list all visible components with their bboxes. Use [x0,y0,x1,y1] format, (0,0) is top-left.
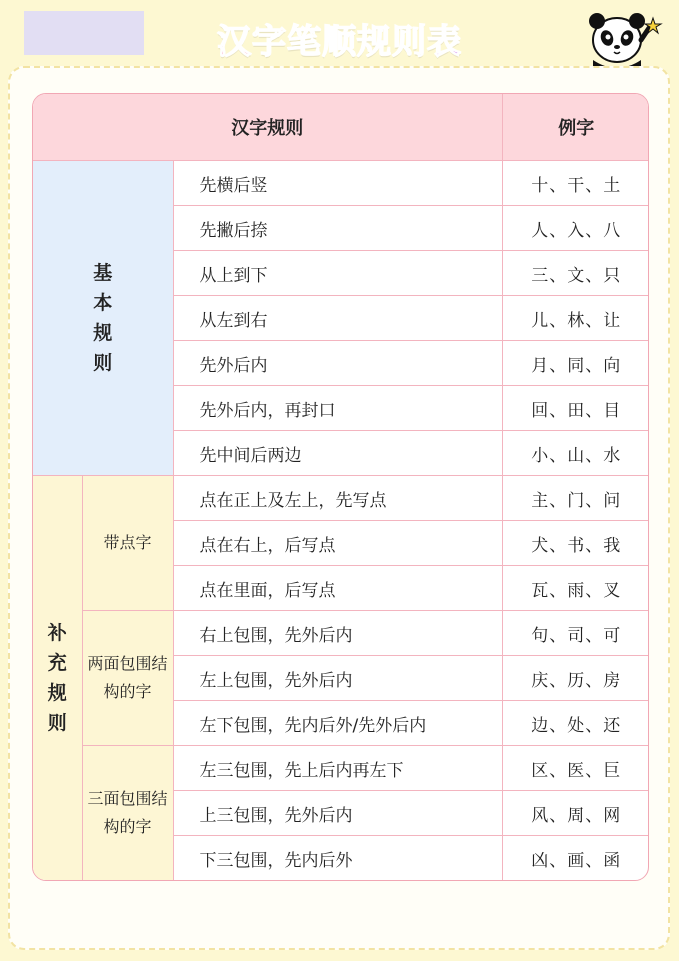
example-cell: 风、周、网 [502,791,649,836]
rule-cell: 先外后内 [173,341,502,386]
stroke-order-table [32,93,649,881]
rule-cell: 右上包围，先外后内 [173,611,502,656]
rule-cell: 点在正上及左上，先写点 [173,476,502,521]
example-cell: 三、文、只 [502,251,649,296]
example-cell: 回、田、目 [502,386,649,431]
rule-cell: 下三包围，先内后外 [173,836,502,881]
example-cell: 犬、书、我 [502,521,649,566]
category-basic [33,161,173,476]
rule-cell: 上三包围，先外后内 [173,791,502,836]
rule-cell: 点在里面，后写点 [173,566,502,611]
example-cell: 儿、林、让 [502,296,649,341]
header-example: 例字 [502,94,649,161]
page-title [0,14,679,63]
rule-cell: 左下包围，先内后外/先外后内 [173,701,502,746]
title-char: 顺 [322,22,357,62]
title-char: 笔 [287,22,322,62]
rule-cell: 先横后竖 [173,161,502,206]
rule-cell: 先撇后捺 [173,206,502,251]
rule-cell: 左三包围，先上后内再左下 [173,746,502,791]
title-char: 表 [427,22,462,62]
title-char: 则 [392,22,427,62]
subgroup-two-sides [82,611,173,746]
example-cell: 区、医、巨 [502,746,649,791]
example-cell: 凶、画、函 [502,836,649,881]
rule-cell: 先外后内，再封口 [173,386,502,431]
rule-cell: 先中间后两边 [173,431,502,476]
example-cell: 庆、历、房 [502,656,649,701]
category-supplementary-label: 补充规则 [47,621,67,734]
example-cell: 月、同、向 [502,341,649,386]
example-cell: 人、入、八 [502,206,649,251]
example-cell: 小、山、水 [502,431,649,476]
rule-cell: 左上包围，先外后内 [173,656,502,701]
rule-cell: 从左到右 [173,296,502,341]
subgroup-three-sides-label: 三面包围结构的字 [87,788,168,836]
example-cell: 主、门、问 [502,476,649,521]
example-cell: 边、处、还 [502,701,649,746]
category-supplementary [33,476,82,881]
category-basic-label: 基本规则 [93,262,113,374]
subgroup-two-sides-label: 两面包围结构的字 [87,654,168,701]
title-char: 汉 [217,22,252,62]
subgroup-dots: 带点字 [82,476,173,611]
example-cell: 瓦、雨、叉 [502,566,649,611]
example-cell: 十、干、土 [502,161,649,206]
panda-mascot-icon [583,10,663,72]
rule-cell: 点在右上，后写点 [173,521,502,566]
header-rule: 汉字规则 [33,94,502,161]
title-char: 规 [357,22,392,62]
subgroup-three-sides [82,746,173,881]
example-cell: 句、司、可 [502,611,649,656]
title-char: 字 [252,22,287,62]
rule-cell: 从上到下 [173,251,502,296]
